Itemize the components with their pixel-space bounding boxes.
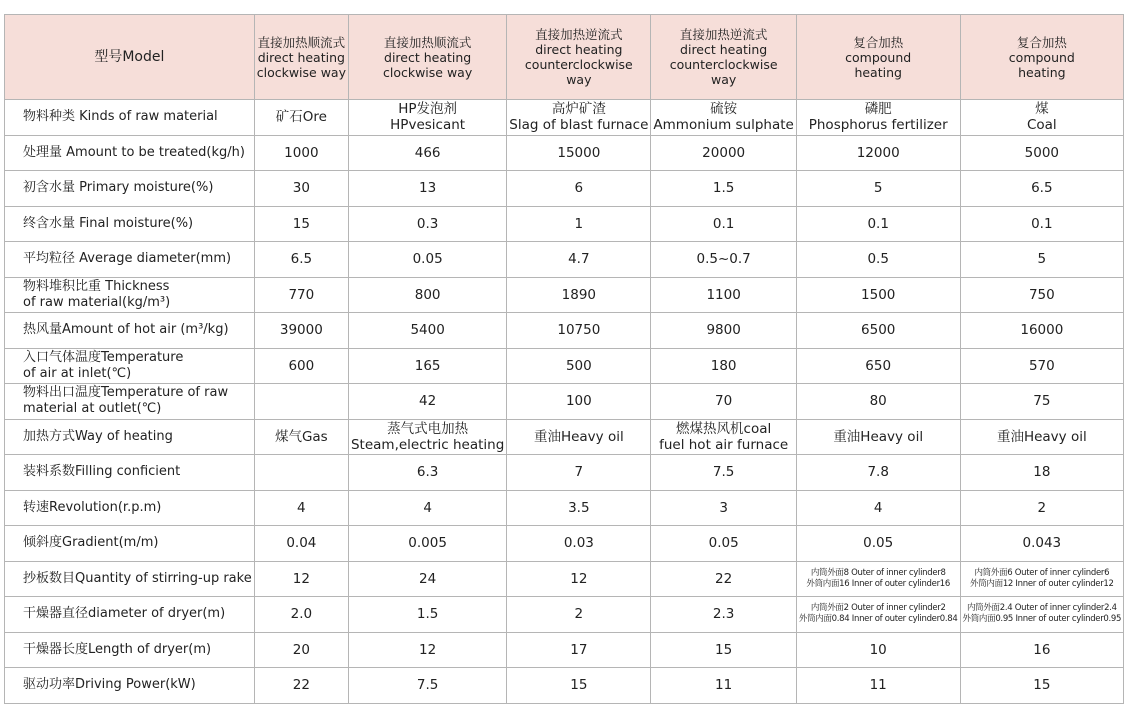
row-label (5, 597, 255, 633)
row-label (5, 490, 255, 526)
table-cell (348, 171, 506, 207)
column-header-line: way (711, 72, 737, 87)
row-label-line: 干燥器直径diameter of dryer(m) (23, 606, 226, 622)
cell-line: 12 (570, 570, 588, 587)
row-label-line: 入口气体温度Temperature (23, 349, 184, 365)
cell-line: 6.5 (1031, 180, 1053, 197)
spec-table-wrapper (4, 14, 1124, 704)
cell-line: 16000 (1020, 322, 1064, 339)
table-cell (651, 490, 796, 526)
table-cell (651, 242, 796, 278)
cell-line: 磷肥 (864, 101, 892, 118)
row-label-line: of air at inlet(℃) (23, 365, 132, 381)
table-row (5, 384, 1124, 420)
cell-line: HP发泡剂 (398, 101, 458, 118)
cell-line: 硫铵 (710, 101, 738, 118)
table-cell (348, 419, 506, 455)
cell-line: 0.005 (408, 535, 447, 552)
table-row (5, 313, 1124, 349)
column-header-line: 直接加热顺流式 (257, 34, 346, 50)
table-cell (960, 135, 1124, 171)
cell-line: 800 (414, 286, 441, 303)
table-cell (507, 348, 651, 384)
table-row (5, 348, 1124, 384)
table-cell (507, 277, 651, 313)
cell-line: 1100 (706, 286, 741, 303)
table-cell (254, 455, 348, 491)
table-cell (507, 632, 651, 668)
column-header-line: clockwise way (382, 64, 473, 80)
table-cell (796, 135, 960, 171)
table-cell (348, 100, 506, 136)
row-label-line: 终含水量 Final moisture(%) (23, 215, 194, 231)
table-cell (796, 490, 960, 526)
cell-line: 7 (574, 464, 584, 481)
cell-line: 18 (1033, 464, 1051, 481)
table-cell (796, 419, 960, 455)
column-header-line: compound (845, 49, 912, 65)
cell-line: Slag of blast furnace (509, 117, 649, 134)
cell-line: 内筒外面8 Outer of inner cylinder8 (810, 567, 946, 578)
row-label-line: 倾斜度Gradient(m/m) (23, 535, 159, 551)
table-cell (254, 668, 348, 704)
cell-line: 0.043 (1022, 535, 1062, 552)
cell-line: 570 (1028, 357, 1055, 374)
row-label-line: 物料种类 Kinds of raw material (23, 109, 218, 125)
table-cell (651, 171, 796, 207)
table-cell (254, 632, 348, 668)
row-label-line: of raw material(kg/m³) (23, 294, 171, 310)
column-header-line: heating (1018, 64, 1066, 80)
cell-line: 180 (710, 357, 737, 374)
table-cell (254, 100, 348, 136)
table-cell (960, 277, 1124, 313)
table-cell (651, 632, 796, 668)
cell-line: 5400 (410, 322, 445, 339)
cell-line: 70 (715, 393, 733, 410)
cell-line: 30 (292, 180, 310, 197)
row-label (5, 419, 255, 455)
table-cell (796, 206, 960, 242)
column-header-line: way (566, 72, 592, 87)
cell-line: 3 (719, 499, 728, 516)
table-cell (796, 348, 960, 384)
cell-line: 2 (1037, 499, 1047, 516)
table-cell (348, 597, 506, 633)
cell-line: 12 (292, 570, 310, 587)
column-header-line: 复合加热 (853, 34, 904, 50)
cell-line: 600 (288, 357, 315, 374)
cell-line: 24 (419, 570, 437, 587)
cell-line: 1 (574, 215, 584, 232)
cell-line: 0.1 (712, 215, 735, 232)
table-cell (348, 561, 506, 597)
table-cell (796, 277, 960, 313)
cell-line: 10 (869, 641, 887, 658)
cell-line: 4 (423, 499, 432, 516)
cell-line: 外筒内面12 Inner of outer cylinder12 (970, 578, 1114, 589)
cell-line: 22 (715, 570, 733, 587)
row-label (5, 526, 255, 562)
cell-line: 11 (715, 677, 733, 694)
table-cell (796, 561, 960, 597)
table-cell (651, 597, 796, 633)
table-cell (348, 490, 506, 526)
cell-line: 3.5 (568, 499, 590, 516)
row-label-line: 干燥器长度Length of dryer(m) (23, 641, 212, 657)
cell-line: 770 (288, 286, 315, 303)
cell-line: 5000 (1024, 144, 1060, 161)
table-row (5, 242, 1124, 278)
table-cell (348, 135, 506, 171)
column-header-line: direct heating (680, 42, 768, 57)
cell-line: 22 (292, 677, 310, 694)
table-cell (651, 348, 796, 384)
row-label-line: 平均粒径 Average diameter(mm) (23, 251, 232, 267)
column-header-1 (254, 15, 348, 100)
table-cell (960, 632, 1124, 668)
table-cell (348, 455, 506, 491)
table-cell (960, 526, 1124, 562)
model-header: 型号Model (5, 15, 255, 100)
table-cell (254, 171, 348, 207)
table-cell (507, 206, 651, 242)
table-cell (348, 348, 506, 384)
table-cell (507, 171, 651, 207)
cell-line: 高炉矿渣 (551, 101, 606, 118)
cell-line: 17 (570, 641, 588, 658)
table-cell (254, 526, 348, 562)
table-cell (651, 384, 796, 420)
table-cell (254, 597, 348, 633)
table-cell (796, 242, 960, 278)
column-header-line: direct heating (535, 42, 623, 57)
cell-line: 内筒外面2 Outer of inner cylinder2 (810, 603, 946, 614)
table-cell (348, 206, 506, 242)
table-cell (507, 455, 651, 491)
table-cell (507, 526, 651, 562)
table-cell (960, 561, 1124, 597)
cell-line: 16 (1033, 641, 1051, 658)
table-cell (960, 100, 1124, 136)
table-row (5, 419, 1124, 455)
cell-line: 2.0 (290, 606, 313, 623)
table-cell (651, 526, 796, 562)
cell-line: 0.1 (867, 215, 889, 232)
table-cell (960, 206, 1124, 242)
table-cell (254, 348, 348, 384)
table-row (5, 171, 1124, 207)
cell-line: 500 (565, 357, 592, 374)
cell-line: 7.8 (867, 464, 889, 481)
table-cell (960, 313, 1124, 349)
table-cell (348, 526, 506, 562)
row-label-line: 物料出口温度Temperature of raw (23, 385, 229, 401)
table-cell (651, 313, 796, 349)
table-cell (796, 384, 960, 420)
table-cell (507, 100, 651, 136)
row-label (5, 313, 255, 349)
table-cell (254, 135, 348, 171)
table-cell (960, 490, 1124, 526)
table-cell (254, 242, 348, 278)
cell-line: 1.5 (712, 180, 735, 197)
table-cell (796, 597, 960, 633)
cell-line: 矿石Ore (275, 109, 327, 126)
cell-line: 4.7 (568, 251, 590, 268)
table-cell (960, 668, 1124, 704)
table-cell (651, 277, 796, 313)
table-cell (796, 455, 960, 491)
cell-line: 0.05 (708, 535, 739, 552)
column-header-5 (796, 15, 960, 100)
column-header-line: 复合加热 (1016, 34, 1067, 50)
row-label (5, 561, 255, 597)
cell-line: 650 (865, 357, 892, 374)
column-header-6 (960, 15, 1124, 100)
cell-line: 13 (419, 180, 437, 197)
table-cell (348, 632, 506, 668)
cell-line: 0.1 (1031, 215, 1053, 232)
table-cell (796, 313, 960, 349)
table-cell (651, 455, 796, 491)
cell-line: 15000 (557, 144, 601, 161)
table-row (5, 455, 1124, 491)
column-header-3 (507, 15, 651, 100)
table-cell (651, 668, 796, 704)
cell-line: 80 (869, 393, 887, 410)
cell-line: 15 (292, 215, 310, 232)
row-label (5, 632, 255, 668)
table-cell (507, 384, 651, 420)
row-label-line: 装料系数Filling conficient (23, 464, 181, 480)
table-cell (348, 242, 506, 278)
table-cell (254, 384, 348, 420)
table-cell (960, 348, 1124, 384)
table-row (5, 135, 1124, 171)
row-label-line: 热风量Amount of hot air (m³/kg) (23, 322, 229, 338)
cell-line: 0.5~0.7 (696, 251, 751, 268)
cell-line: 12 (419, 641, 437, 658)
table-cell (254, 206, 348, 242)
cell-line: 7.5 (712, 464, 735, 481)
cell-line: Steam,electric heating (350, 436, 505, 453)
row-label-line: material at outlet(℃) (23, 401, 162, 417)
table-cell (348, 277, 506, 313)
cell-line: 42 (419, 393, 437, 410)
table-cell (254, 419, 348, 455)
cell-line: 39000 (279, 322, 323, 339)
table-cell (254, 490, 348, 526)
row-label-line: 转速Revolution(r.p.m) (23, 499, 162, 515)
cell-line: 蒸气式电加热 (387, 420, 469, 437)
cell-line: 15 (715, 641, 733, 658)
row-label (5, 206, 255, 242)
cell-line: 0.04 (286, 535, 317, 552)
table-row (5, 561, 1124, 597)
table-row (5, 490, 1124, 526)
table-cell (651, 135, 796, 171)
cell-line: 6.5 (290, 251, 313, 268)
row-label (5, 277, 255, 313)
cell-line: Coal (1026, 117, 1057, 134)
table-cell (507, 597, 651, 633)
table-row (5, 526, 1124, 562)
cell-line: 2.3 (712, 606, 735, 623)
table-cell (796, 668, 960, 704)
row-label-line: 初含水量 Primary moisture(%) (23, 180, 214, 196)
header-row (5, 15, 1124, 100)
cell-line: 4 (297, 499, 306, 516)
cell-line: 重油Heavy oil (833, 428, 924, 445)
table-body (5, 100, 1124, 704)
column-header-2 (348, 15, 506, 100)
table-cell (507, 313, 651, 349)
cell-line: 重油Heavy oil (996, 428, 1087, 445)
row-label (5, 384, 255, 420)
row-label-line: 驱动功率Driving Power(kW) (23, 677, 196, 693)
cell-line: 11 (869, 677, 887, 694)
cell-line: fuel hot air furnace (659, 436, 789, 453)
table-cell (651, 206, 796, 242)
table-cell (960, 171, 1124, 207)
cell-line: 煤 (1035, 101, 1049, 118)
column-header-line: heating (854, 64, 902, 80)
row-label-line: 抄板数目Quantity of stirring-up rake (23, 570, 252, 586)
cell-line: 15 (1033, 677, 1051, 694)
row-label (5, 668, 255, 704)
cell-line: 20 (292, 641, 310, 658)
table-cell (651, 419, 796, 455)
cell-line: 内筒外面2.4 Outer of inner cylinder2.4 (966, 603, 1117, 614)
cell-line: 6 (574, 180, 584, 197)
cell-line: 0.3 (416, 215, 439, 232)
table-cell (507, 242, 651, 278)
column-header-line: direct heating (257, 49, 345, 65)
cell-line: 外筒内面0.84 Inner of outer cylinder0.84 (798, 614, 958, 625)
cell-line: 4 (873, 499, 883, 516)
row-label (5, 348, 255, 384)
cell-line: 外筒内面0.95 Inner of outer cylinder0.95 (962, 614, 1122, 625)
cell-line: 6500 (861, 322, 896, 339)
row-label-line: 加热方式Way of heating (23, 428, 173, 444)
cell-line: 煤气Gas (274, 428, 328, 445)
table-cell (796, 526, 960, 562)
table-cell (796, 171, 960, 207)
column-header-line: compound (1008, 49, 1075, 65)
row-label-line: 物料堆积比重 Thickness (23, 278, 170, 294)
table-cell (348, 668, 506, 704)
table-cell (960, 455, 1124, 491)
table-cell (960, 384, 1124, 420)
table-cell (507, 561, 651, 597)
table-cell (254, 277, 348, 313)
cell-line: 2 (574, 606, 584, 623)
row-label (5, 455, 255, 491)
cell-line: 75 (1033, 393, 1051, 410)
cell-line: 6.3 (416, 464, 439, 481)
table-cell (651, 100, 796, 136)
cell-line: 165 (414, 357, 441, 374)
cell-line: 1500 (861, 286, 896, 303)
column-header-line: clockwise way (256, 64, 346, 80)
cell-line: HPvesicant (390, 117, 466, 134)
cell-line: 1890 (561, 286, 597, 303)
cell-line: 10750 (557, 322, 601, 339)
table-cell (796, 632, 960, 668)
table-row (5, 277, 1124, 313)
cell-line: 0.05 (412, 251, 443, 268)
column-header-line: counterclockwise (669, 57, 778, 72)
table-cell (348, 313, 506, 349)
cell-line: 1000 (284, 144, 319, 161)
table-cell (507, 490, 651, 526)
row-label (5, 171, 255, 207)
row-label-line: 处理量 Amount to be treated(kg/h) (23, 144, 245, 160)
cell-line: 466 (414, 144, 441, 161)
row-label (5, 135, 255, 171)
cell-line: 7.5 (416, 677, 439, 694)
table-cell (796, 100, 960, 136)
column-header-line: counterclockwise (524, 57, 633, 72)
column-header-line: 直接加热顺流式 (383, 34, 472, 50)
cell-line: 0.05 (863, 535, 894, 552)
table-cell (651, 561, 796, 597)
cell-line: 0.5 (867, 251, 889, 268)
cell-line: 5 (1037, 251, 1047, 268)
cell-line: 15 (570, 677, 588, 694)
table-cell (254, 561, 348, 597)
dryer-spec-table (4, 14, 1124, 704)
row-label (5, 242, 255, 278)
column-header-4 (651, 15, 796, 100)
table-row (5, 668, 1124, 704)
cell-line: 750 (1028, 286, 1055, 303)
table-cell (960, 597, 1124, 633)
table-cell (348, 384, 506, 420)
column-header-line: 直接加热逆流式 (679, 27, 768, 42)
cell-line: 重油Heavy oil (533, 428, 624, 445)
table-cell (507, 419, 651, 455)
cell-line: 12000 (856, 144, 900, 161)
table-row (5, 100, 1124, 136)
table-row (5, 206, 1124, 242)
table-row (5, 632, 1124, 668)
cell-line: 外筒内面16 Inner of outer cylinder16 (806, 578, 950, 589)
cell-line: 0.03 (563, 535, 594, 552)
cell-line: 燃煤热风机coal (676, 420, 772, 437)
table-cell (960, 242, 1124, 278)
table-cell (960, 419, 1124, 455)
table-row (5, 597, 1124, 633)
cell-line: 20000 (702, 144, 746, 161)
table-cell (507, 135, 651, 171)
cell-line: Ammonium sulphate (653, 117, 794, 134)
table-cell (254, 313, 348, 349)
cell-line: 9800 (706, 322, 741, 339)
cell-line: 100 (565, 393, 592, 410)
cell-line: Phosphorus fertilizer (808, 117, 948, 134)
cell-line: 5 (873, 180, 883, 197)
column-header-line: 直接加热逆流式 (535, 27, 623, 42)
cell-line: 1.5 (416, 606, 439, 623)
column-header-line: direct heating (384, 49, 472, 65)
table-cell (507, 668, 651, 704)
row-label (5, 100, 255, 136)
cell-line: 内筒外面6 Outer of inner cylinder6 (974, 567, 1110, 578)
